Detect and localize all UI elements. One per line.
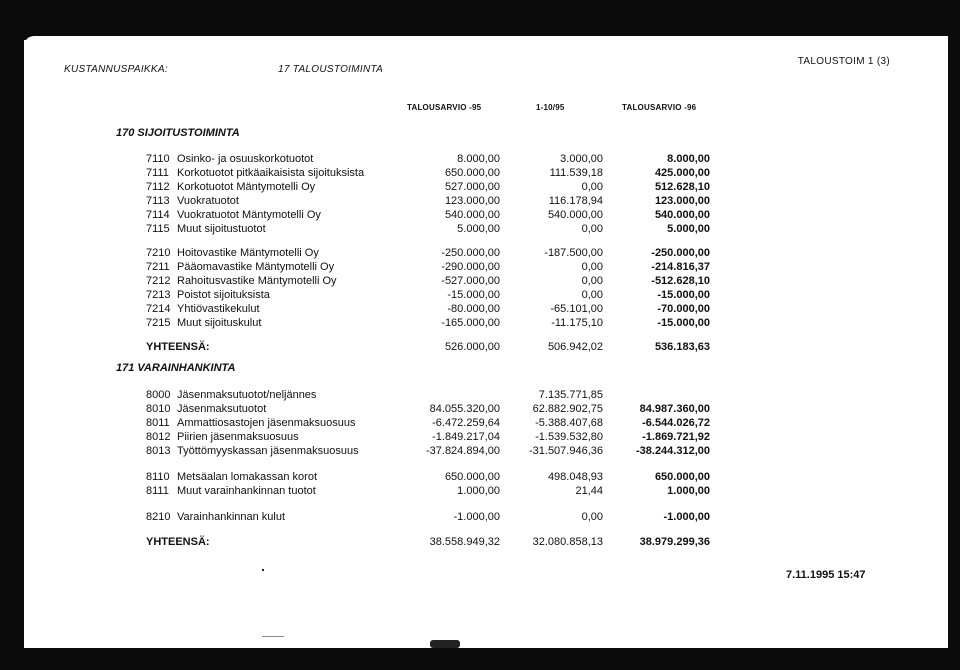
budget-96-value: 84.987.360,00 xyxy=(639,403,710,415)
budget-95-value: 123.000,00 xyxy=(444,195,500,207)
budget-96-value: 8.000,00 xyxy=(667,153,710,165)
column-header-budget-96: TALOUSARVIO -96 xyxy=(622,103,697,112)
ledger-row xyxy=(0,222,960,236)
ledger-row xyxy=(0,444,960,458)
scan-border-top xyxy=(0,0,960,40)
account-code: 7114 xyxy=(146,209,170,221)
account-description: Muut sijoitustuotot xyxy=(177,223,266,235)
actual-value: 540.000,00 xyxy=(547,209,603,221)
ledger-row xyxy=(0,288,960,302)
ledger-row xyxy=(0,302,960,316)
total-budget-95: 526.000,00 xyxy=(444,341,500,353)
actual-value: -1.539.532,80 xyxy=(535,431,603,443)
section-title: 171 VARAINHANKINTA xyxy=(116,362,236,374)
actual-value: 0,00 xyxy=(581,261,603,273)
actual-value: -65.101,00 xyxy=(550,303,603,315)
actual-value: 7.135.771,85 xyxy=(538,389,603,401)
total-budget-95: 38.558.949,32 xyxy=(429,536,500,548)
section-title: 170 SIJOITUSTOIMINTA xyxy=(116,127,240,139)
account-description: Korkotuotot Mäntymotelli Oy xyxy=(177,181,316,193)
ledger-row xyxy=(0,208,960,222)
scan-border-right xyxy=(948,0,960,670)
budget-95-value: -37.824.894,00 xyxy=(425,445,500,457)
cost-center-label: KUSTANNUSPAIKKA: xyxy=(64,64,168,75)
budget-95-value: -80.000,00 xyxy=(447,303,500,315)
account-code: 7212 xyxy=(146,275,171,287)
total-actual: 32.080.858,13 xyxy=(532,536,603,548)
account-code: 7213 xyxy=(146,289,171,301)
actual-value: 0,00 xyxy=(581,511,603,523)
ledger-row xyxy=(0,166,960,180)
ledger-row xyxy=(0,388,960,402)
account-code: 7113 xyxy=(146,195,170,207)
account-description: Poistot sijoituksista xyxy=(177,289,270,301)
budget-96-value: 123.000,00 xyxy=(654,195,710,207)
budget-96-value: 512.628,10 xyxy=(654,181,710,193)
ledger-row xyxy=(0,510,960,524)
account-description: Hoitovastike Mäntymotelli Oy xyxy=(177,247,319,259)
account-description: Metsäalan lomakassan korot xyxy=(177,471,318,483)
account-description: Osinko- ja osuuskorkotuotot xyxy=(177,153,314,165)
account-description: Pääomavastike Mäntymotelli Oy xyxy=(177,261,335,273)
actual-value: 21,44 xyxy=(575,485,603,497)
budget-95-value: -1.000,00 xyxy=(453,511,500,523)
budget-96-value: -6.544.026,72 xyxy=(642,417,710,429)
budget-95-value: 540.000,00 xyxy=(444,209,500,221)
budget-95-value: 8.000,00 xyxy=(457,153,500,165)
budget-95-value: -15.000,00 xyxy=(447,289,500,301)
budget-96-value: -38.244.312,00 xyxy=(635,445,710,457)
actual-value: 3.000,00 xyxy=(560,153,603,165)
account-description: Piirien jäsenmaksuosuus xyxy=(177,431,299,443)
budget-95-value: 84.055.320,00 xyxy=(429,403,500,415)
scan-mark xyxy=(430,640,460,648)
budget-95-value: -6.472.259,64 xyxy=(432,417,500,429)
account-code: 7211 xyxy=(146,261,170,273)
ledger-row xyxy=(0,180,960,194)
ledger-row xyxy=(0,470,960,484)
account-description: Työttömyyskassan jäsenmaksuosuus xyxy=(177,445,359,457)
actual-value: 0,00 xyxy=(581,275,603,287)
actual-value: 498.048,93 xyxy=(547,471,603,483)
account-description: Muut varainhankinnan tuotot xyxy=(177,485,316,497)
total-row xyxy=(0,340,960,354)
budget-95-value: -165.000,00 xyxy=(441,317,500,329)
budget-96-value: 540.000,00 xyxy=(654,209,710,221)
account-code: 8011 xyxy=(146,417,170,429)
ledger-row xyxy=(0,416,960,430)
account-code: 8000 xyxy=(146,389,171,401)
actual-value: 116.178,94 xyxy=(548,195,603,207)
total-label: YHTEENSÄ: xyxy=(146,536,210,548)
budget-96-value: -70.000,00 xyxy=(657,303,710,315)
account-description: Rahoitusvastike Mäntymotelli Oy xyxy=(177,275,337,287)
budget-96-value: 1.000,00 xyxy=(667,485,710,497)
page-reference: TALOUSTOIM 1 (3) xyxy=(797,56,890,67)
budget-96-value: -15.000,00 xyxy=(657,317,710,329)
scan-speck xyxy=(262,569,264,571)
budget-95-value: -1.849.217,04 xyxy=(432,431,500,443)
budget-95-value: -527.000,00 xyxy=(441,275,500,287)
account-description: Varainhankinnan kulut xyxy=(177,511,286,523)
ledger-row xyxy=(0,316,960,330)
actual-value: 0,00 xyxy=(581,181,603,193)
account-code: 7110 xyxy=(146,153,170,165)
scan-border-left xyxy=(0,0,24,670)
cost-center-value: 17 TALOUSTOIMINTA xyxy=(278,64,384,75)
budget-95-value: 5.000,00 xyxy=(457,223,500,235)
actual-value: 0,00 xyxy=(581,289,603,301)
ledger-row xyxy=(0,152,960,166)
budget-96-value: -1.000,00 xyxy=(663,511,710,523)
ledger-row xyxy=(0,274,960,288)
account-code: 8111 xyxy=(146,485,169,497)
account-code: 8013 xyxy=(146,445,171,457)
budget-95-value: 650.000,00 xyxy=(444,471,500,483)
ledger-row xyxy=(0,260,960,274)
account-code: 8010 xyxy=(146,403,171,415)
print-timestamp: 7.11.1995 15:47 xyxy=(786,569,866,581)
account-description: Vuokratuotot Mäntymotelli Oy xyxy=(177,209,321,221)
actual-value: -11.175,10 xyxy=(551,317,603,329)
account-description: Jäsenmaksutuotot/neljännes xyxy=(177,389,317,401)
budget-96-value: -214.816,37 xyxy=(651,261,710,273)
total-row xyxy=(0,535,960,549)
account-code: 7115 xyxy=(146,223,170,235)
budget-96-value: 425.000,00 xyxy=(654,167,710,179)
account-description: Muut sijoituskulut xyxy=(177,317,262,329)
ledger-row xyxy=(0,246,960,260)
account-code: 7112 xyxy=(146,181,170,193)
actual-value: 62.882.902,75 xyxy=(532,403,603,415)
total-label: YHTEENSÄ: xyxy=(146,341,210,353)
account-code: 7214 xyxy=(146,303,171,315)
account-description: Ammattiosastojen jäsenmaksuosuus xyxy=(177,417,356,429)
budget-95-value: 650.000,00 xyxy=(444,167,500,179)
budget-96-value: -1.869.721,92 xyxy=(642,431,710,443)
total-actual: 506.942,02 xyxy=(547,341,603,353)
actual-value: 0,00 xyxy=(581,223,603,235)
account-code: 7215 xyxy=(146,317,171,329)
ledger-row xyxy=(0,430,960,444)
account-code: 8110 xyxy=(146,471,170,483)
budget-95-value: -290.000,00 xyxy=(441,261,500,273)
account-code: 7111 xyxy=(146,167,169,179)
account-code: 8210 xyxy=(146,511,171,523)
column-header-budget-95: TALOUSARVIO -95 xyxy=(407,103,482,112)
ledger-row xyxy=(0,484,960,498)
account-description: Vuokratuotot xyxy=(177,195,239,207)
budget-96-value: 650.000,00 xyxy=(654,471,710,483)
account-code: 8012 xyxy=(146,431,171,443)
budget-96-value: -512.628,10 xyxy=(651,275,710,287)
actual-value: -5.388.407,68 xyxy=(535,417,603,429)
budget-95-value: 527.000,00 xyxy=(444,181,500,193)
scan-mark xyxy=(262,636,284,637)
account-description: Jäsenmaksutuotot xyxy=(177,403,267,415)
total-budget-96: 38.979.299,36 xyxy=(639,536,710,548)
account-description: Yhtiövastikekulut xyxy=(177,303,260,315)
account-code: 7210 xyxy=(146,247,171,259)
ledger-row xyxy=(0,194,960,208)
actual-value: -187.500,00 xyxy=(544,247,603,259)
column-header-actual-1-10-95: 1-10/95 xyxy=(536,103,565,112)
budget-95-value: 1.000,00 xyxy=(457,485,500,497)
ledger-row xyxy=(0,402,960,416)
budget-96-value: 5.000,00 xyxy=(667,223,710,235)
account-description: Korkotuotot pitkäaikaisista sijoituksista xyxy=(177,167,365,179)
actual-value: -31.507.946,36 xyxy=(528,445,603,457)
budget-96-value: -15.000,00 xyxy=(657,289,710,301)
scan-border-bottom xyxy=(0,648,960,670)
total-budget-96: 536.183,63 xyxy=(654,341,710,353)
actual-value: 111.539,18 xyxy=(549,167,603,179)
budget-96-value: -250.000,00 xyxy=(651,247,710,259)
budget-95-value: -250.000,00 xyxy=(441,247,500,259)
